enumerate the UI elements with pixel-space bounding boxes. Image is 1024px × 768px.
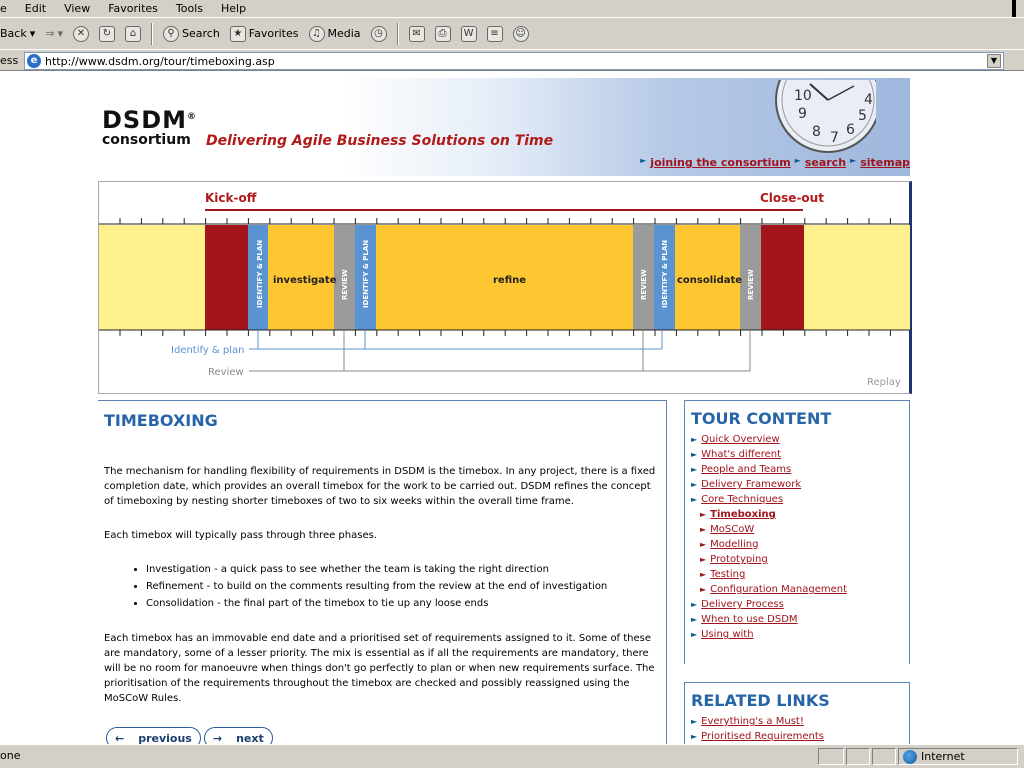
svg-text:6: 6 bbox=[846, 122, 855, 138]
next-button[interactable] bbox=[204, 727, 273, 744]
chevron-down-icon[interactable]: ▾ bbox=[57, 27, 63, 40]
forward-button[interactable] bbox=[45, 27, 63, 40]
browser-toolbar bbox=[0, 17, 1024, 49]
edit-icon[interactable]: W bbox=[461, 26, 477, 42]
clock-image bbox=[758, 80, 876, 160]
tour-item bbox=[691, 627, 903, 642]
logo-registered: ® bbox=[187, 112, 198, 122]
tour-item bbox=[691, 477, 903, 492]
back-button[interactable] bbox=[0, 27, 35, 40]
tour-link[interactable]: Prototyping bbox=[710, 554, 768, 565]
tour-link[interactable]: MoSCoW bbox=[710, 524, 755, 535]
tour-link[interactable]: Quick Overview bbox=[701, 434, 780, 445]
arrow-bullet-icon: ► bbox=[794, 156, 801, 165]
arrow-bullet-icon: ► bbox=[691, 480, 698, 489]
arrow-bullet-icon: ► bbox=[691, 615, 698, 624]
arrow-bullet-icon: ► bbox=[700, 585, 707, 594]
right-arrow-icon: → bbox=[212, 731, 223, 744]
list-item: • Investigation - a quick pass to see whether the team is taking the right direction bbox=[146, 561, 660, 578]
tour-item bbox=[691, 492, 903, 507]
arrow-bullet-icon: ► bbox=[691, 600, 698, 609]
consolidate-label: consolidate bbox=[677, 275, 743, 286]
site-banner bbox=[98, 78, 910, 176]
investigate-label: investigate bbox=[273, 275, 337, 286]
outer-band-right bbox=[804, 225, 910, 330]
left-arrow-icon: ← bbox=[115, 731, 125, 744]
status-bar bbox=[0, 744, 1024, 768]
address-url[interactable]: http://www.dsdm.org/tour/timeboxing.asp bbox=[45, 54, 275, 68]
top-ruler-ticks bbox=[120, 218, 890, 224]
link-sitemap[interactable]: sitemap bbox=[860, 156, 910, 169]
print-icon[interactable]: ⎙ bbox=[435, 26, 451, 42]
menu-bar-edge bbox=[1012, 0, 1016, 17]
address-dropdown-icon[interactable]: ▼ bbox=[987, 54, 1001, 68]
svg-text:9: 9 bbox=[798, 106, 807, 122]
arrow-bullet-icon: ► bbox=[700, 555, 707, 564]
previous-button[interactable] bbox=[106, 727, 201, 744]
outer-band-left bbox=[99, 225, 205, 330]
arrow-bullet-icon: ► bbox=[700, 525, 707, 534]
tour-item bbox=[691, 432, 903, 447]
favorites-button[interactable] bbox=[230, 26, 299, 42]
messenger-icon[interactable]: ☺ bbox=[513, 26, 529, 42]
related-links-title: RELATED LINKS bbox=[691, 691, 830, 710]
previous-label: previous bbox=[138, 731, 192, 744]
related-links-panel bbox=[684, 682, 910, 744]
tour-link[interactable]: Configuration Management bbox=[710, 584, 848, 595]
arrow-bullet-icon: ► bbox=[700, 570, 707, 579]
svg-text:7: 7 bbox=[830, 130, 839, 146]
tour-item bbox=[691, 567, 903, 582]
media-label: Media bbox=[327, 27, 361, 40]
link-search[interactable]: search bbox=[804, 156, 847, 169]
tour-item bbox=[691, 552, 903, 567]
menu-file[interactable]: e bbox=[0, 2, 7, 15]
svg-text:10: 10 bbox=[794, 88, 812, 104]
favorites-icon: ★ bbox=[230, 26, 246, 42]
address-bar bbox=[0, 49, 1024, 71]
arrow-bullet-icon: ► bbox=[691, 732, 698, 741]
link-joining-consortium[interactable]: joining the consortium bbox=[650, 156, 791, 169]
tour-link[interactable]: Delivery Framework bbox=[701, 479, 802, 490]
history-icon[interactable]: ◷ bbox=[371, 26, 387, 42]
logo-text: DSDM bbox=[102, 106, 188, 134]
status-text: one bbox=[0, 749, 21, 762]
closeout-block bbox=[761, 225, 804, 330]
toolbar-separator bbox=[397, 23, 399, 45]
media-icon: ♫ bbox=[309, 26, 325, 42]
list-item: • Consolidation - the final part of the timebox to tie up any loose ends bbox=[146, 595, 660, 612]
tour-item bbox=[691, 612, 903, 627]
page-nav bbox=[106, 727, 273, 744]
closeout-label: Close-out bbox=[760, 191, 824, 205]
arrow-bullet-icon: ► bbox=[691, 630, 698, 639]
tour-item bbox=[691, 597, 903, 612]
arrow-bullet-icon: ► bbox=[700, 540, 707, 549]
legend-identify-plan: Identify & plan bbox=[171, 345, 245, 356]
tour-link[interactable]: People and Teams bbox=[701, 464, 792, 475]
bottom-ruler-ticks bbox=[120, 330, 890, 336]
tour-link[interactable]: Using with bbox=[701, 629, 754, 640]
tour-item bbox=[691, 507, 903, 522]
review-label-1: REVIEW bbox=[341, 269, 349, 300]
page-title: TIMEBOXING bbox=[104, 411, 218, 430]
refine-label: refine bbox=[493, 275, 527, 286]
tour-item bbox=[691, 582, 903, 597]
status-cell bbox=[846, 748, 870, 765]
search-button[interactable] bbox=[163, 26, 220, 42]
arrow-bullet-icon: ► bbox=[640, 156, 647, 165]
discuss-icon[interactable]: ≡ bbox=[487, 26, 503, 42]
related-link-item bbox=[691, 729, 903, 744]
tour-link[interactable]: Delivery Process bbox=[701, 599, 784, 610]
menu-help[interactable]: Help bbox=[221, 2, 247, 15]
phases-intro: Each timebox will typically pass through three phases. bbox=[104, 530, 377, 541]
identify-plan-label-3: IDENTIFY & PLAN bbox=[661, 239, 669, 308]
tour-link[interactable]: Modelling bbox=[710, 539, 759, 550]
tour-item bbox=[691, 522, 903, 537]
tagline: Delivering Agile Business Solutions on Time bbox=[206, 133, 554, 149]
top-links bbox=[640, 156, 910, 169]
review-label-2: REVIEW bbox=[640, 269, 648, 300]
favorites-label: Favorites bbox=[248, 27, 299, 40]
arrow-bullet-icon: ► bbox=[850, 156, 857, 165]
toolbar-separator bbox=[151, 23, 153, 45]
tour-content-list bbox=[691, 432, 903, 642]
identify-plan-label-2: IDENTIFY & PLAN bbox=[362, 239, 370, 308]
tour-item bbox=[691, 462, 903, 477]
kickoff-label: Kick-off bbox=[205, 191, 257, 205]
phases-list bbox=[104, 561, 660, 612]
tour-link[interactable]: Testing bbox=[710, 569, 746, 580]
dsdm-logo[interactable] bbox=[102, 106, 197, 134]
search-icon: ⚲ bbox=[163, 26, 179, 42]
tour-link[interactable]: What's different bbox=[701, 449, 782, 460]
svg-text:4: 4 bbox=[864, 92, 873, 108]
menu-view[interactable]: View bbox=[64, 2, 91, 15]
tour-item bbox=[691, 447, 903, 462]
related-link[interactable]: Everything's a Must! bbox=[701, 716, 804, 727]
arrow-bullet-icon: ► bbox=[691, 717, 698, 726]
globe-icon bbox=[903, 750, 917, 764]
media-button[interactable] bbox=[309, 26, 361, 42]
logo-subtitle: consortium bbox=[102, 132, 191, 148]
requirements-paragraph: Each timebox has an immovable end date and a prioritised set of requirements assigned to it. Some of these are mandatory, some of a lesser priority. The mix is essential as if all the requirements are mandatory, there will be no room for manoeuvre when things don't go perfectly to plan or when new requirements surface. The prioritisation of the requirements throughout the timebox are checked and possibly reassigned using the MoSCoW Rules. bbox=[104, 633, 655, 704]
arrow-bullet-icon: ► bbox=[691, 465, 698, 474]
related-links-list bbox=[691, 714, 903, 744]
tour-link[interactable]: When to use DSDM bbox=[701, 614, 798, 625]
arrow-bullet-icon: ► bbox=[700, 510, 707, 519]
security-zone bbox=[898, 748, 1018, 765]
related-link-item bbox=[691, 714, 903, 729]
chevron-down-icon[interactable]: ▾ bbox=[29, 27, 36, 40]
next-label: next bbox=[236, 731, 264, 744]
timebox-diagram bbox=[98, 181, 912, 394]
tour-link[interactable]: Core Techniques bbox=[701, 494, 784, 505]
tour-item bbox=[691, 537, 903, 552]
refresh-icon[interactable]: ↻ bbox=[99, 26, 115, 42]
status-cell bbox=[872, 748, 896, 765]
legend-review: Review bbox=[208, 367, 244, 378]
menu-favorites[interactable]: Favorites bbox=[108, 2, 158, 15]
arrow-bullet-icon: ► bbox=[691, 495, 698, 504]
mail-icon[interactable]: ✉ bbox=[409, 26, 425, 42]
tour-content-title: TOUR CONTENT bbox=[691, 409, 832, 428]
forward-arrow-icon: ⇒ bbox=[45, 27, 55, 40]
stop-icon[interactable]: ✕ bbox=[73, 26, 89, 42]
svg-text:8: 8 bbox=[812, 124, 821, 140]
zone-label: Internet bbox=[921, 750, 965, 763]
address-field[interactable] bbox=[24, 52, 1004, 70]
menu-bar bbox=[0, 0, 1024, 17]
intro-paragraph: The mechanism for handling flexibility of requirements in DSDM is the timebox. In any project, there is a fixed completion date, which provides an overall timebox for the work to be carried out. DSDM refines the concept of timeboxing by nesting shorter timeboxes of two to six weeks within the overall time frame. bbox=[104, 466, 656, 507]
web-page bbox=[0, 72, 1024, 744]
list-item: • Refinement - to build on the comments resulting from the review at the end of investigation bbox=[146, 578, 660, 595]
home-icon[interactable]: ⌂ bbox=[125, 26, 141, 42]
tour-link[interactable]: Timeboxing bbox=[710, 509, 776, 520]
timebox-diagram-graphic bbox=[99, 182, 910, 393]
status-cell bbox=[818, 748, 844, 765]
arrow-bullet-icon: ► bbox=[691, 435, 698, 444]
back-label: Back bbox=[0, 27, 27, 40]
identify-plan-label-1: IDENTIFY & PLAN bbox=[256, 239, 264, 308]
main-content bbox=[98, 400, 667, 744]
search-label: Search bbox=[182, 27, 220, 40]
menu-edit[interactable]: Edit bbox=[24, 2, 47, 15]
address-label: ess bbox=[0, 53, 19, 67]
replay-button[interactable]: Replay bbox=[867, 377, 901, 388]
arrow-bullet-icon: ► bbox=[691, 450, 698, 459]
tour-content-panel bbox=[684, 400, 910, 664]
svg-text:5: 5 bbox=[858, 108, 867, 124]
menu-tools[interactable]: Tools bbox=[175, 2, 204, 15]
kickoff-block bbox=[205, 225, 248, 330]
review-label-3: REVIEW bbox=[747, 269, 755, 300]
related-link[interactable]: Prioritised Requirements bbox=[701, 731, 825, 742]
ie-page-icon: e bbox=[27, 54, 41, 68]
